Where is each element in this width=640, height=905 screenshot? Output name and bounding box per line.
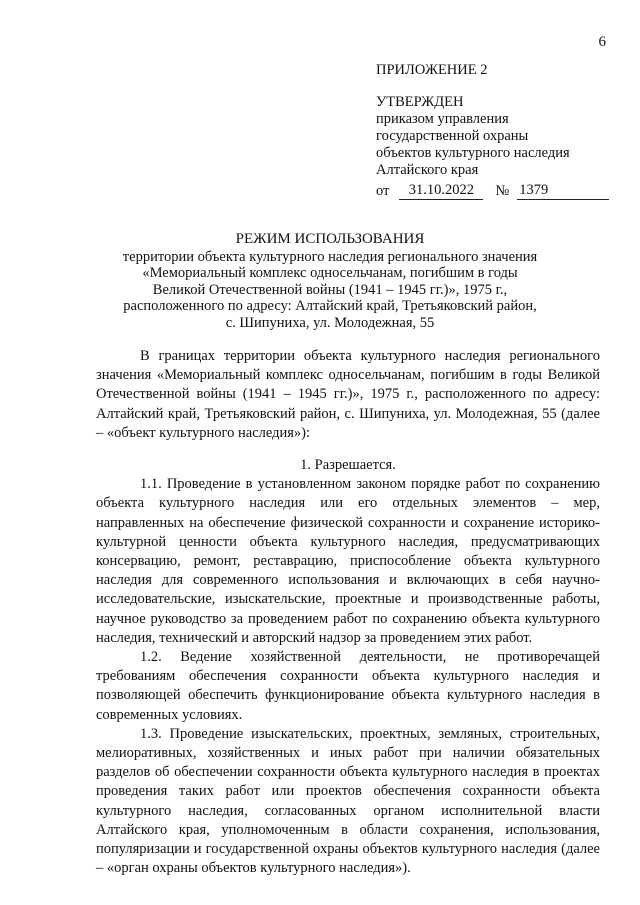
approval-line: государственной охраны <box>376 128 529 144</box>
document-title <box>60 231 600 331</box>
section-item: 1.1. Проведение в установленном законом порядке работ по сохранению объекта культурного наследия или его отдельных элементов – мер, направленных на обеспечение физической сохранности и сохранение историко-культурной ценности объекта культурного наследия, предусматривающих консервацию, ремонт, реставрацию, приспособление объекта культурного наследия для современного использования и включающих в себя научно-исследовательские, изыскательские, проектные и производственные работы, научное руководство за проведением работ по сохранению объекта культурного наследия, технический и авторский надзор за проведением этих работ. <box>96 476 600 646</box>
title-line: с. Шипуниха, ул. Молодежная, 55 <box>225 314 435 331</box>
title-line: «Мемориальный комплекс односельчанам, погибшим в годы <box>142 265 518 281</box>
number-label: № <box>495 183 510 199</box>
order-number: 1379 <box>517 182 609 200</box>
from-label: от <box>376 183 390 199</box>
title-line: территории объекта культурного наследия регионального значения <box>122 248 538 265</box>
document-body <box>96 347 600 878</box>
title-heading: РЕЖИМ ИСПОЛЬЗОВАНИЯ <box>235 231 425 247</box>
approval-line: приказом управления <box>376 111 509 127</box>
approval-block <box>376 62 616 200</box>
section-item: 1.3. Проведение изыскательских, проектных, земляных, строительных, мелиоративных, хозяйственных и иных работ при наличии обязательных разделов об обеспечении сохранности объекта культурного наследия в проектах проведения таких работ или проектов обеспечения сохранности объекта культурного наследия, согласованных органом исполнительной власти Алтайского края, уполномоченным в области сохранения, использования, популяризации и государственной охраны объектов культурного наследия (далее – «орган охраны объектов культурного наследия»). <box>96 725 600 877</box>
intro-paragraph: В границах территории объекта культурного наследия регионального значения «Мемориальный комплекс односельчанам, погибшим в годы Великой Отечественной войны (1941 – 1945 гг.)», 1975 г., расположенного по адресу: Алтайский край, Третьяковский район, с. Шипуниха, ул. Молодежная, 55 (далее – «объект культурного наследия»): <box>96 348 600 441</box>
title-line: расположенного по адресу: Алтайский край, Третьяковский район, <box>123 298 537 314</box>
order-date: 31.10.2022 <box>399 182 483 200</box>
appendix-label: ПРИЛОЖЕНИЕ 2 <box>376 62 488 78</box>
approved-label: УТВЕРЖДЕН <box>376 94 464 110</box>
approval-line: объектов культурного наследия <box>376 145 570 161</box>
section-item: 1.2. Ведение хозяйственной деятельности, не противоречащей требованиям обеспечения сохранности объекта культурного наследия и позволяющей обеспечить функционирование объекта культурного наследия в современных условиях. <box>96 649 600 723</box>
section-title: 1. Разрешается. <box>300 457 396 474</box>
page-number: 6 <box>598 34 606 50</box>
title-line: Великой Отечественной войны (1941 – 1945 гг.)», 1975 г., <box>152 281 508 298</box>
approval-line: Алтайского края <box>376 162 479 178</box>
order-line <box>376 182 616 200</box>
